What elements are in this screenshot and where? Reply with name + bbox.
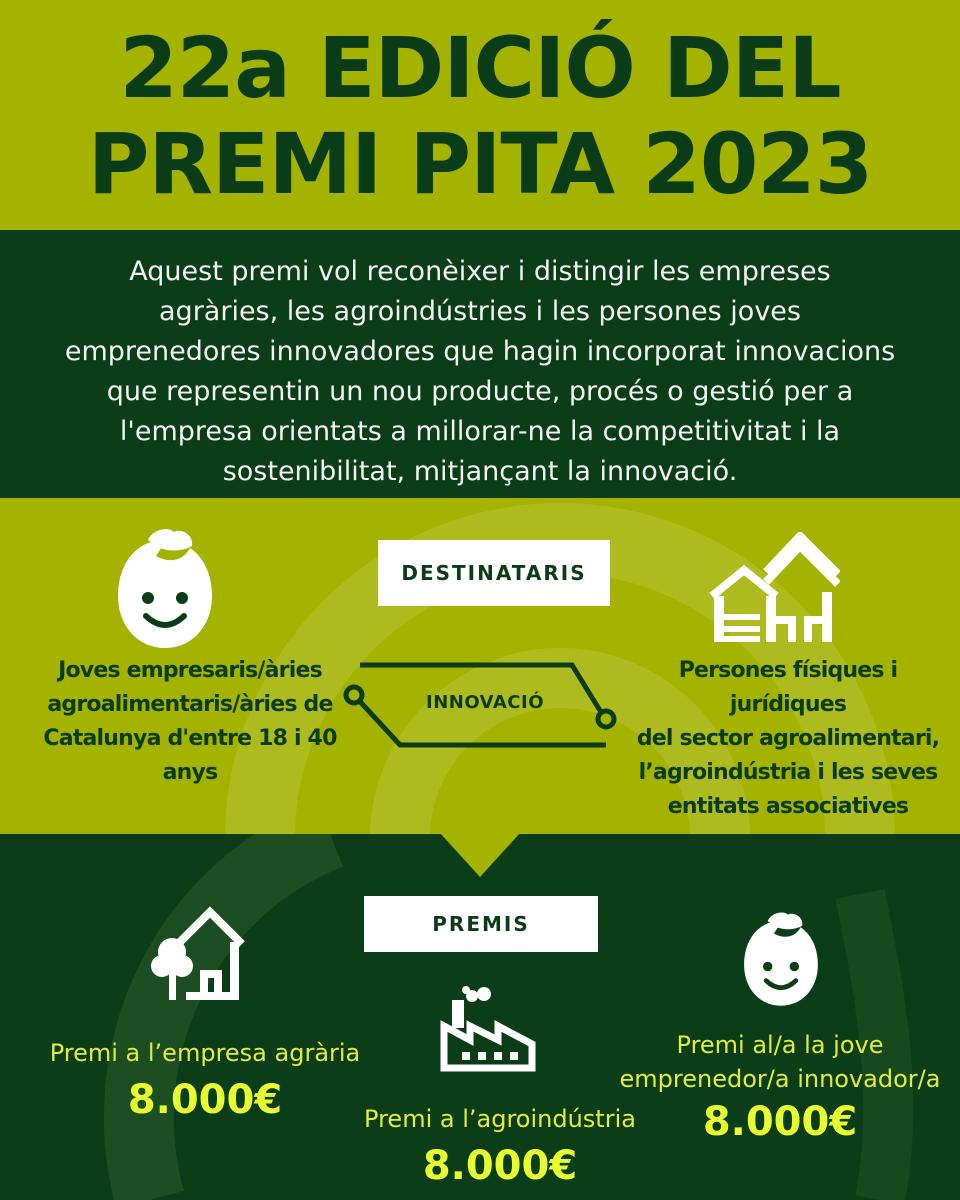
intro-line: sostenibilitat, mitjançant la innovació.	[222, 456, 738, 487]
prize-young-entrepreneur-label	[610, 1028, 950, 1096]
prize-label-line: Premi a l’empresa agrària	[49, 1039, 361, 1067]
recipient-young-entrepreneurs	[20, 654, 360, 790]
prizes-heading: PREMIS	[364, 896, 598, 952]
recipients-heading: DESTINATARIS	[378, 540, 610, 606]
down-pointer-icon	[440, 833, 520, 879]
recipient-line: entitats associatives	[667, 794, 909, 819]
farm-house-tree-icon	[150, 904, 246, 1002]
intro-line: agràries, les agroindústries i les persones joves	[159, 296, 801, 327]
intro-text	[40, 252, 920, 492]
factory-icon	[440, 986, 536, 1072]
intro-line: que representin un nou producte, procés o gestió per a	[106, 376, 854, 407]
recipient-legal-persons	[618, 654, 958, 824]
prize-label-line: Premi al/a la jove	[676, 1031, 884, 1059]
innovation-label: INNOVACIÓ	[426, 692, 544, 713]
prize-young-entrepreneur-amount: 8.000€	[702, 1099, 858, 1145]
page-title	[0, 20, 960, 212]
recipient-line: jurídiques	[729, 692, 847, 717]
houses-icon	[706, 532, 840, 644]
boy-face-icon	[108, 526, 222, 656]
prize-agrarian-label	[10, 1036, 400, 1070]
prize-label-line: Premi a l’agroindústria	[364, 1105, 636, 1133]
title-line-1: 22a EDICIÓ DEL	[119, 19, 841, 117]
recipient-line: Persones físiques i	[678, 658, 898, 683]
title-line-2: PREMI PITA 2023	[87, 115, 873, 213]
intro-line: Aquest premi vol reconèixer i distingir les empreses	[129, 256, 831, 287]
prize-agroindustry-amount: 8.000€	[422, 1143, 578, 1189]
prize-label-line: emprenedor/a innovador/a	[619, 1065, 941, 1093]
intro-line: l'empresa orientats a millorar-ne la competitivitat i la	[119, 416, 841, 447]
prize-agrarian-amount: 8.000€	[127, 1077, 283, 1123]
intro-line: emprenedores innovadores que hagin incorporat innovacions	[64, 336, 896, 367]
recipient-line: agroalimentaris/àries de	[47, 692, 333, 717]
recipient-line: Joves empresaris/àries	[58, 658, 322, 683]
recipient-line: Catalunya d'entre 18 i 40	[43, 726, 337, 751]
recipient-line: del sector agroalimentari,	[636, 726, 940, 751]
recipient-line: anys	[162, 760, 218, 785]
boy-face-icon	[736, 910, 826, 1012]
recipient-line: l’agroindústria i les seves	[638, 760, 938, 785]
